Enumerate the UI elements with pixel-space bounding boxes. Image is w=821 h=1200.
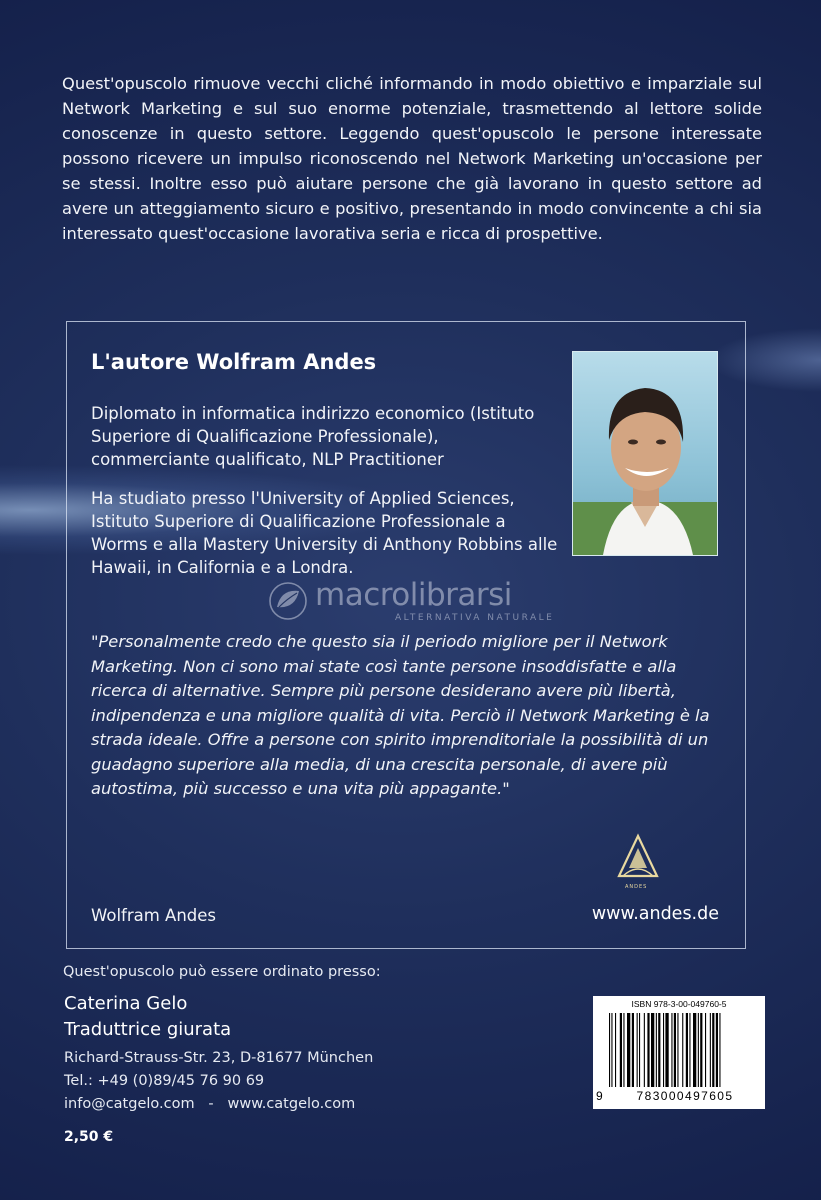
- contact-address: Richard-Strauss-Str. 23, D-81677 München: [64, 1050, 374, 1066]
- author-website: www.andes.de: [591, 904, 719, 924]
- isbn-barcode: [593, 996, 765, 1109]
- contact-role: Traduttrice giurata: [64, 1019, 232, 1040]
- author-bio-education: Diplomato in informatica indirizzo economico (Istituto Superiore di Qualificazione Professionale), commerciante qualificato, NLP Practitioner: [91, 404, 535, 469]
- author-photo: [572, 351, 718, 556]
- contact-name: Caterina Gelo: [64, 993, 188, 1014]
- author-heading: L'autore Wolfram Andes: [91, 350, 377, 374]
- watermark-subtitle: ALTERNATIVA NATURALE: [395, 613, 555, 623]
- contact-email-web: info@catgelo.com - www.catgelo.com: [64, 1096, 356, 1112]
- macrolibrarsi-watermark: [267, 577, 567, 625]
- andes-logo-text: ANDES: [625, 884, 648, 890]
- leaf-icon: [267, 581, 309, 625]
- author-box: [66, 321, 746, 949]
- andes-logo: [615, 832, 661, 892]
- author-quote: "Personalmente credo che questo sia il periodo migliore per il Network Marketing. Non ci sono mai state così tante persone insoddisfatte e alla ricerca di alternative. Sempre più persone desiderano avere più libertà, indipendenza e una migliore qualità di vita. Perciò il Network Marketing è la strada ideale. Offre a persone con spirito imprenditoriale la possibilità di un guadagno superiore alla media, di una crescita personale, di avere più autostima, più successo e una vita più appagante.": [91, 632, 710, 798]
- barcode-bars: [607, 1013, 753, 1093]
- contact-phone: Tel.: +49 (0)89/45 76 90 69: [64, 1073, 265, 1089]
- watermark-name: macrolibrarsi: [315, 577, 512, 613]
- isbn-text: ISBN 978-3-00-049760-5: [631, 999, 727, 1009]
- intro-paragraph: Quest'opuscolo rimuove vecchi cliché informando in modo obiettivo e imparziale sul Network Marketing e sul suo enorme potenziale, trasmettendo al lettore solide conoscenze in questo settore. Leggendo quest'opuscolo le persone interessate possono ricevere un impulso riconoscendo nel Network Marketing un'occasione per se stessi. Inoltre esso può aiutare persone che già lavorano in questo settore ad avere un atteggiamento sicuro e positivo, presentando in modo convincente a chi sia interessato quest'occasione lavorativa seria e ricca di prospettive.: [62, 74, 762, 243]
- ean-first-digit: 9: [596, 1089, 603, 1103]
- ean-digits: 783000497605: [636, 1089, 734, 1103]
- author-signature: Wolfram Andes: [91, 906, 217, 925]
- order-intro: Quest'opuscolo può essere ordinato presso:: [63, 964, 381, 980]
- price: 2,50 €: [64, 1129, 114, 1145]
- author-bio-studies: Ha studiato presso l'University of Applied Sciences, Istituto Superiore di Qualificazione Professionale a Worms e alla Mastery University di Anthony Robbins alle Hawaii, in California e a Londra.: [91, 489, 558, 577]
